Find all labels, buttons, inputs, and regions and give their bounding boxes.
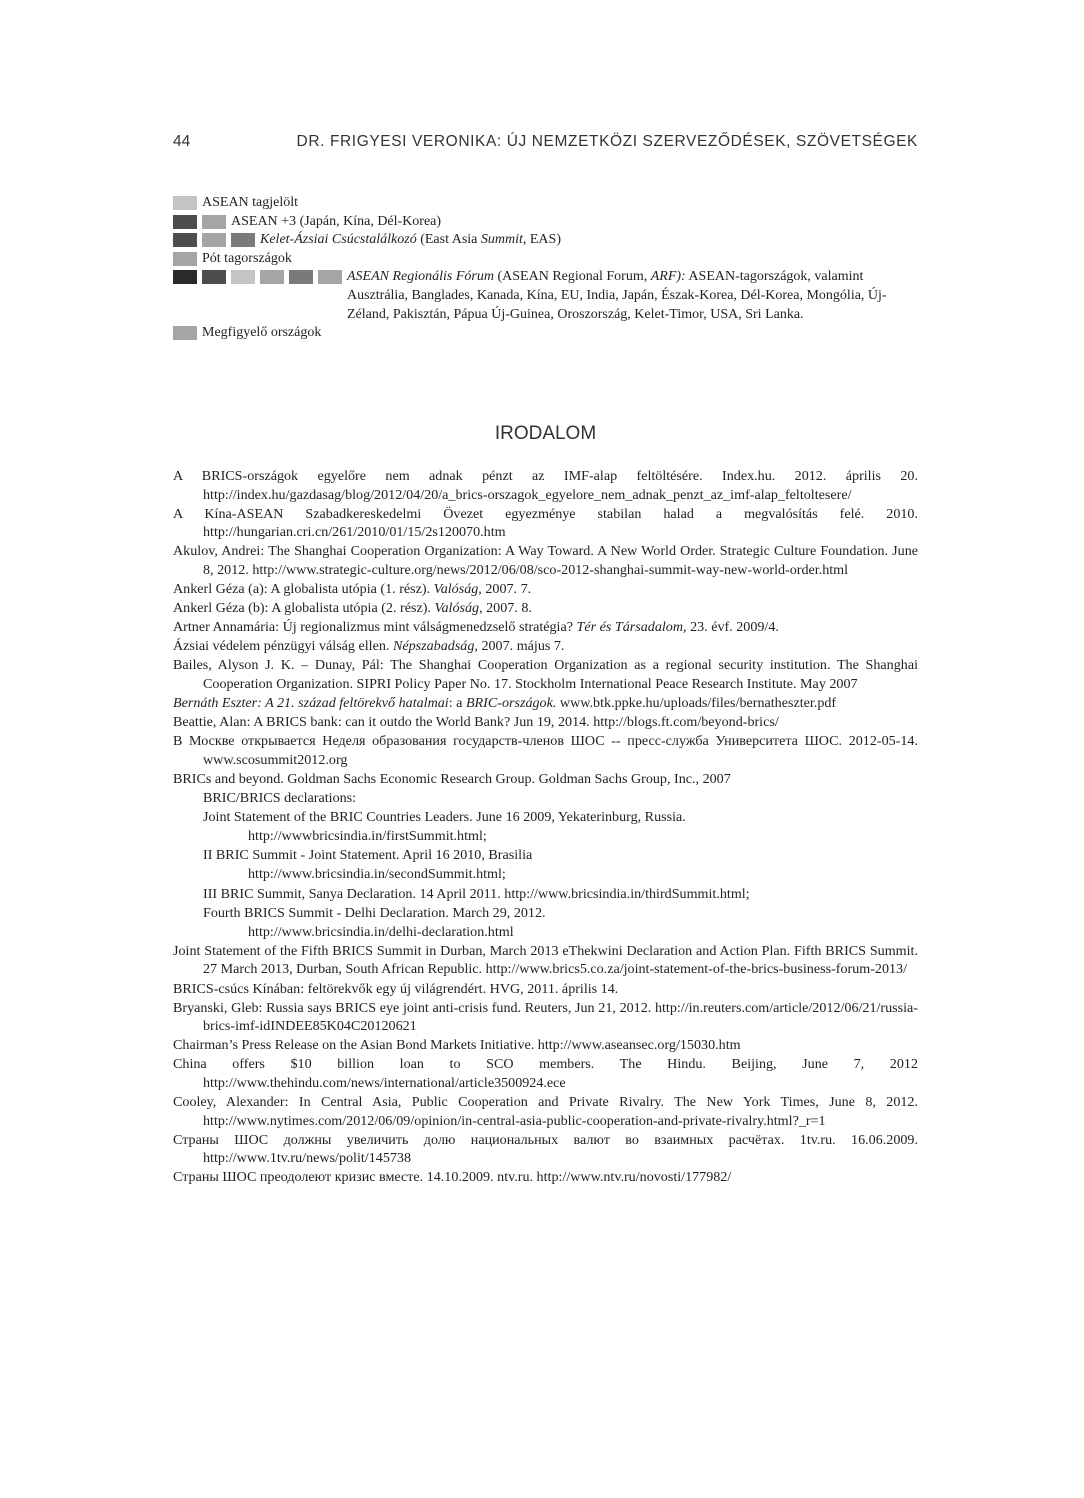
reference-text: Joint Statement of the Fifth BRICS Summit in Durban, March 2013 eThekwini Declaration and Action Plan. Fifth BRICS Summit. 27 March 2013, Durban, South African Republic. http://www.brics5.co.za/joint-statement-of-the-brics-business-forum-2013/ [173,942,918,978]
reference-text: A BRICS-országok egyelőre nem adnak pénzt az IMF-alap feltöltésére. Index.hu. 2012. április 20. http://index.hu/gazdasag/blog/2012/04/20/a_brics-orszagok_egyelore_nem_adnak_penzt_az_imf-alap_feltoltesere/ [173,468,918,503]
legend-label [202,324,918,343]
reference-text: Akulov, Andrei: The Shanghai Cooperation Organization: A Way Toward. A New World Order. Strategic Culture Foundation. June 8, 2012. http://www.strategic-culture.org/news/2012/06/08/sco-2012-shanghai-summit-way-new-world-order.html [173,543,918,578]
legend-label-italic: ARF): [650,269,686,285]
legend-label-italic: ASEAN Regionális Fórum [347,269,494,285]
legend-label-text: ASEAN tagjelölt [202,195,299,210]
reference-item [173,789,918,808]
reference-item [173,885,918,904]
reference-text: В Москве открывается Неделя образования государств-членов ШОС -- пресс-служба Университета ШОС. 2012-05-14. www.scosummit2012.org [173,733,918,768]
legend-label-text: ASEAN +3 (Japán, Kína, Dél-Korea) [231,213,442,229]
legend-label-text: Megfigyelő országok [202,325,322,341]
reference-item [173,923,918,942]
reference-text: Fourth BRICS Summit - Delhi Declaration. March 29, 2012. [203,904,546,921]
map-legend [173,194,918,343]
legend-swatch [173,252,197,266]
legend-swatch [173,215,197,229]
reference-italic: Valóság [434,600,480,617]
legend-item [173,268,918,324]
legend-swatch [173,270,197,284]
reference-text: : a [448,695,466,712]
reference-text: Chairman’s Press Release on the Asian Bond Markets Initiative. http://www.aseansec.org/15030.htm [173,1037,741,1054]
legend-label [347,268,918,324]
reference-text: Страны ШОС должны увеличить долю национальных валют во взаимных расчётах. 1tv.ru. 16.06.2009. http://www.1tv.ru/news/polit/145738 [173,1131,918,1167]
page-header [173,133,918,157]
reference-item [173,618,918,637]
reference-item [173,1131,918,1168]
legend-swatch [318,270,342,284]
legend-label [202,250,918,269]
legend-item [173,194,918,213]
reference-item [173,505,918,542]
legend-item [173,324,918,343]
reference-text: Bailes, Alyson J. K. – Dunay, Pál: The Shanghai Cooperation Organization as a regional security institution. The Shanghai Cooperation Organization. SIPRI Policy Paper No. 17. Stockholm International Peace Research Institute. May 2007 [173,657,918,693]
legend-swatch [260,270,284,284]
reference-italic: Népszabadság [392,638,475,655]
reference-text: III BRIC Summit, Sanya Declaration. 14 April 2011. http://www.bricsindia.in/thirdSummit.html; [203,885,750,902]
legend-swatch [202,270,226,284]
reference-text: , 2007. 8. [479,600,532,617]
reference-text: China offers $10 billion loan to SCO members. The Hindu. Beijing, June 7, 2012 http://www.thehindu.com/news/international/article3500924.ece [173,1056,918,1091]
legend-label [231,213,918,232]
page-number: 44 [173,133,191,150]
section-title: IRODALOM [494,423,597,444]
reference-text: , 2007. 7. [478,581,532,598]
legend-label [202,194,918,213]
legend-swatch [173,233,197,247]
reference-item [173,694,918,713]
running-title: DR. FRIGYESI VERONIKA: ÚJ NEMZETKÖZI SZERVEZŐDÉSEK, SZÖVETSÉGEK [296,133,918,150]
legend-label-italic: Kelet-Ázsiai Csúcstalálkozó [260,232,417,248]
reference-text: Bryanski, Gleb: Russia says BRICS eye joint anti-crisis fund. Reuters, Jun 21, 2012. http://in.reuters.com/article/2012/06/21/russia-brics-imf-idINDEE85K04C20120621 [173,999,918,1035]
reference-text: II BRIC Summit - Joint Statement. April 16 2010, Brasilia [203,847,533,864]
reference-italic: BRIC-országok. [465,695,557,712]
reference-item [173,637,918,656]
reference-italic: Valóság [433,581,479,598]
reference-text: Cooley, Alexander: In Central Asia, Public Cooperation and Private Rivalry. The New York Times, June 8, 2012. http://www.nytimes.com/2012/06/09/opinion/in-central-asia-public-cooperation-and-private-rivalry.html?_r=1 [173,1094,918,1129]
legend-item [173,213,918,232]
reference-item [173,1093,918,1130]
reference-item [173,808,918,827]
reference-text: Ankerl Géza (a): A globalista utópia (1. rész). [173,581,434,598]
legend-label-text: (East Asia [416,232,481,248]
reference-item [173,1055,918,1092]
reference-item [173,827,918,846]
legend-label-text: , EAS) [522,232,561,248]
reference-text: Ázsiai védelem pénzügyi válság ellen. [173,638,393,655]
reference-item [173,732,918,769]
reference-text: , 2007. május 7. [474,638,565,655]
reference-item [173,580,918,599]
legend-label [260,231,918,250]
reference-item [173,999,918,1036]
reference-item [173,865,918,884]
legend-item [173,250,918,269]
legend-label-text: Pót tagországok [202,250,292,266]
legend-swatch [231,270,255,284]
reference-text: Beattie, Alan: A BRICS bank: can it outdo the World Bank? Jun 19, 2014. http://blogs.ft.com/beyond-brics/ [173,714,779,731]
reference-text: BRICs and beyond. Goldman Sachs Economic Research Group. Goldman Sachs Group, Inc., 2007 [173,771,731,787]
reference-text: A Kína-ASEAN Szabadkereskedelmi Övezet egyezménye stabilan halad a megvalósítás felé. 2010. http://hungarian.cri.cn/261/2010/01/15/2s120070.htm [173,505,918,541]
legend-item [173,231,918,250]
reference-list [173,467,918,1188]
reference-italic: Bernáth Eszter: A 21. század feltörekvő hatalmai [173,695,449,712]
reference-text: Ankerl Géza (b): A globalista utópia (2. rész). [173,600,435,617]
legend-swatch [202,215,226,229]
reference-item [173,1168,918,1187]
reference-item [173,980,918,999]
reference-italic: Tér és Társadalom [576,619,684,636]
reference-item [173,713,918,732]
reference-item [173,846,918,865]
reference-item [173,770,918,789]
reference-item [173,1036,918,1055]
reference-text: www.btk.ppke.hu/uploads/files/bernatheszter.pdf [556,695,837,712]
reference-text: Artner Annamária: Új regionalizmus mint válságmenedzselő stratégia? [173,619,577,636]
reference-text: Страны ШОС преодолеют кризис вместе. 14.10.2009. ntv.ru. http://www.ntv.ru/novosti/177982/ [173,1169,732,1186]
reference-text: BRIC/BRICS declarations: [203,790,357,807]
legend-label-italic: Summit [480,232,523,248]
reference-item [173,942,918,979]
reference-text: , 23. évf. 2009/4. [683,619,779,636]
legend-swatch [289,270,313,284]
reference-item [173,904,918,923]
legend-label-text: ASEAN-tagországok, valamint Ausztrália, Banglades, Kanada, Kína, EU, India, Japán, Észak-Korea, Dél-Korea, Mongólia, Új-Zéland, Pakisztán, Pápua Új-Guinea, Oroszország, Kelet-Timor, USA, Sri Lanka. [347,269,887,322]
legend-swatch [231,233,255,247]
legend-swatch [202,233,226,247]
legend-label-text: (ASEAN Regional Forum, [494,269,651,285]
reference-item [173,467,918,504]
legend-swatch [173,326,197,340]
reference-text: BRICS-csúcs Kínában: feltörekvők egy új világrendért. HVG, 2011. április 14. [173,980,619,997]
reference-text: Joint Statement of the BRIC Countries Leaders. June 16 2009, Yekaterinburg, Russia. [203,809,686,826]
reference-item [173,542,918,579]
reference-text: http://www.bricsindia.in/delhi-declaration.html [248,923,514,940]
reference-item [173,656,918,693]
reference-text: http://www.bricsindia.in/secondSummit.html; [248,866,506,883]
reference-item [173,599,918,618]
legend-swatch [173,196,197,210]
reference-text: http://wwwbricsindia.in/firstSummit.html; [248,828,487,845]
